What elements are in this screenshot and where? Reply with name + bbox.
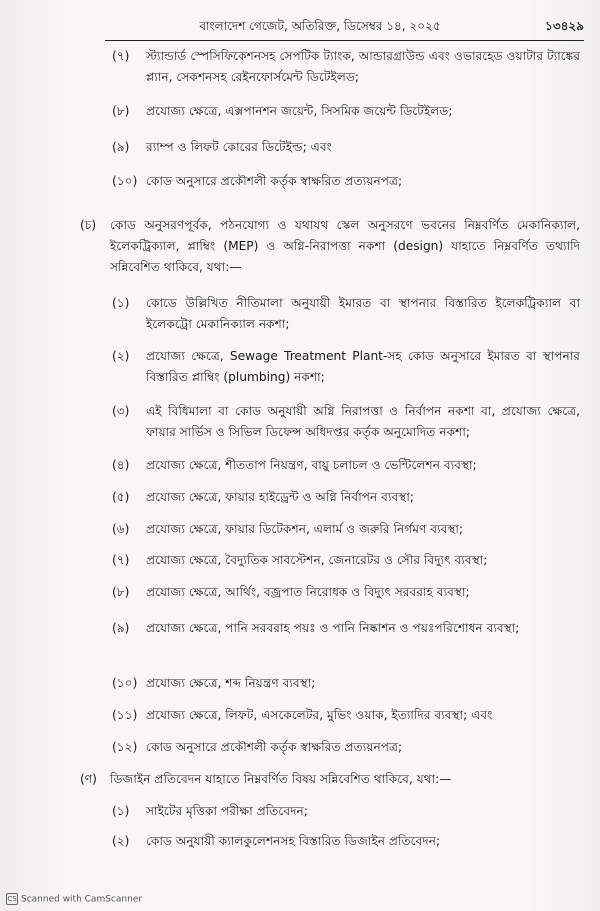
item-number: (৮) <box>112 585 130 599</box>
item-text: প্রযোজ্য ক্ষেত্রে, এক্সপানশন জয়েন্ট, সিসমিক জয়েন্ট ডিটেইলড; <box>146 104 453 118</box>
item-number: (৯) <box>112 621 130 635</box>
item-text: এই বিধিমালা বা কোড অনুযায়ী অগ্নি নিরাপত্তা ও নির্বাপন নকশা বা, প্রযোজ্য ক্ষেত্রে, ফায়ার সার্ভিস ও সিভিল ডিফেন্স অধিদপ্তর কর্তৃক অনুমোদিত নকশা; <box>146 404 580 439</box>
item-text: প্রযোজ্য ক্ষেত্রে, Sewage Treatment Plant-সহ কোড অনুসারে ইমারত বা স্থাপনার বিস্তারিত প্লাম্বিং (plumbing) নকশা; <box>146 349 580 384</box>
item-number: (২) <box>112 349 130 363</box>
item-text: কোডে উল্লিখিত নীতিমালা অনুযায়ী ইমারত বা স্থাপনার বিস্তারিত ইলেকট্রিক্যাল বা ইলেকট্রো মেকানিক্যাল নকশা; <box>146 296 580 331</box>
gazette-title: বাংলাদেশ গেজেট, অতিরিক্ত, ডিসেম্বর ১৪, ২০২৫ <box>199 19 441 33</box>
item-text: সাইটের মৃত্তিকা পরীক্ষা প্রতিবেদন; <box>146 804 308 818</box>
section-number: (ণ) <box>80 772 97 786</box>
item-number: (৭) <box>112 49 130 63</box>
item-number: (৮) <box>112 104 130 118</box>
page-header <box>120 18 584 40</box>
item-text: প্রযোজ্য ক্ষেত্রে, শীততাপ নিয়ন্ত্রণ, বায়ু চলাচল ও ভেন্টিলেশন ব্যবস্থা; <box>146 458 477 472</box>
item-text: প্রযোজ্য ক্ষেত্রে, আর্থিং, বজ্রপাত নিরোধক ও বিদ্যুৎ সরবরাহ ব্যবস্থা; <box>146 585 470 599</box>
item-number: (৭) <box>112 553 130 567</box>
item-number: (১) <box>112 296 130 310</box>
item-text: প্রযোজ্য ক্ষেত্রে, বৈদ্যুতিক সাবস্টেশন, জেনারেটর ও সৌর বিদ্যুৎ ব্যবস্থা; <box>146 553 488 567</box>
item-number: (৪) <box>112 458 130 472</box>
item-text: প্রযোজ্য ক্ষেত্রে, লিফট, এসকেলেটর, মুভিং ওয়াক, ইত্যাদির ব্যবস্থা; এবং <box>146 708 493 722</box>
section-text: ডিজাইন প্রতিবেদন যাহাতে নিম্নবর্ণিত বিষয় সন্নিবেশিত থাকিবে, যথা:— <box>110 772 452 786</box>
item-text: প্রযোজ্য ক্ষেত্রে, পানি সরবরাহ পয়ঃ ও পানি নিষ্কাশন ও পয়ঃপরিশোধন ব্যবস্থা; <box>146 621 520 635</box>
item-text: প্রযোজ্য ক্ষেত্রে, ফায়ার হাইড্রেন্ট ও অগ্নি নির্বাপন ব্যবস্থা; <box>146 490 414 504</box>
item-text: র‌্যাম্প ও লিফট কোরের ডিটেইল্ড; এবং <box>146 140 332 154</box>
item-number: (৬) <box>112 522 130 536</box>
item-text: স্ট্যান্ডার্ড স্পেসিফিকেশনসহ সেপটিক ট্যাংক, আন্ডারগ্রাউন্ড এবং ওভারহেড ওয়াটার ট্যাঙ্কের প্ল্যান, সেকশনসহ রেইনফোর্সমেন্ট ডিটেইলড; <box>146 49 580 84</box>
camscanner-icon: CS <box>7 895 17 903</box>
item-number: (৩) <box>112 404 130 418</box>
item-number: (১০) <box>112 676 138 690</box>
item-text: কোড অনুযায়ী ক্যালকুলেশনসহ বিস্তারিত ডিজাইন প্রতিবেদন; <box>146 834 441 848</box>
item-text: কোড অনুসারে প্রকৌশলী কর্তৃক স্বাক্ষরিত প্রত্যয়নপত্র; <box>146 174 403 188</box>
item-text: প্রযোজ্য ক্ষেত্রে, ফায়ার ডিটেকশন, এলার্ম ও জরুরি নির্গমণ ব্যবস্থা; <box>146 522 464 536</box>
item-number: (১) <box>112 804 130 818</box>
scanner-watermark <box>6 893 142 905</box>
page-number: ১৩৪২৯ <box>545 19 584 33</box>
item-text: কোড অনুসারে প্রকৌশলী কর্তৃক স্বাক্ষরিত প্রত্যয়নপত্র; <box>146 740 403 754</box>
item-number: (১২) <box>112 740 138 754</box>
header-rule <box>105 40 584 41</box>
item-number: (৯) <box>112 140 130 154</box>
scanner-text: Scanned with CamScanner <box>21 894 143 905</box>
item-number: (৫) <box>112 490 130 504</box>
item-text: প্রযোজ্য ক্ষেত্রে, শব্দ নিয়ন্ত্রণ ব্যবস্থা; <box>146 676 316 690</box>
section-text: কোড অনুসরণপূর্বক, পঠনযোগ্য ও যথাযথ স্কেল অনুসরণে ভবনের নিম্নবর্ণিত মেকানিক্যাল, ইলেকট্রিক্যাল, প্লাম্বিং (MEP) ও অগ্নি-নিরাপত্তা নকশা (design) যাহাতে নিম্নবর্ণিত তথ্যাদি সন্নিবেশিত থাকিবে, যথা:— <box>110 218 580 274</box>
item-number: (১০) <box>112 174 138 188</box>
section-number: (চ) <box>80 218 97 232</box>
item-number: (১১) <box>112 708 138 722</box>
item-number: (২) <box>112 834 130 848</box>
